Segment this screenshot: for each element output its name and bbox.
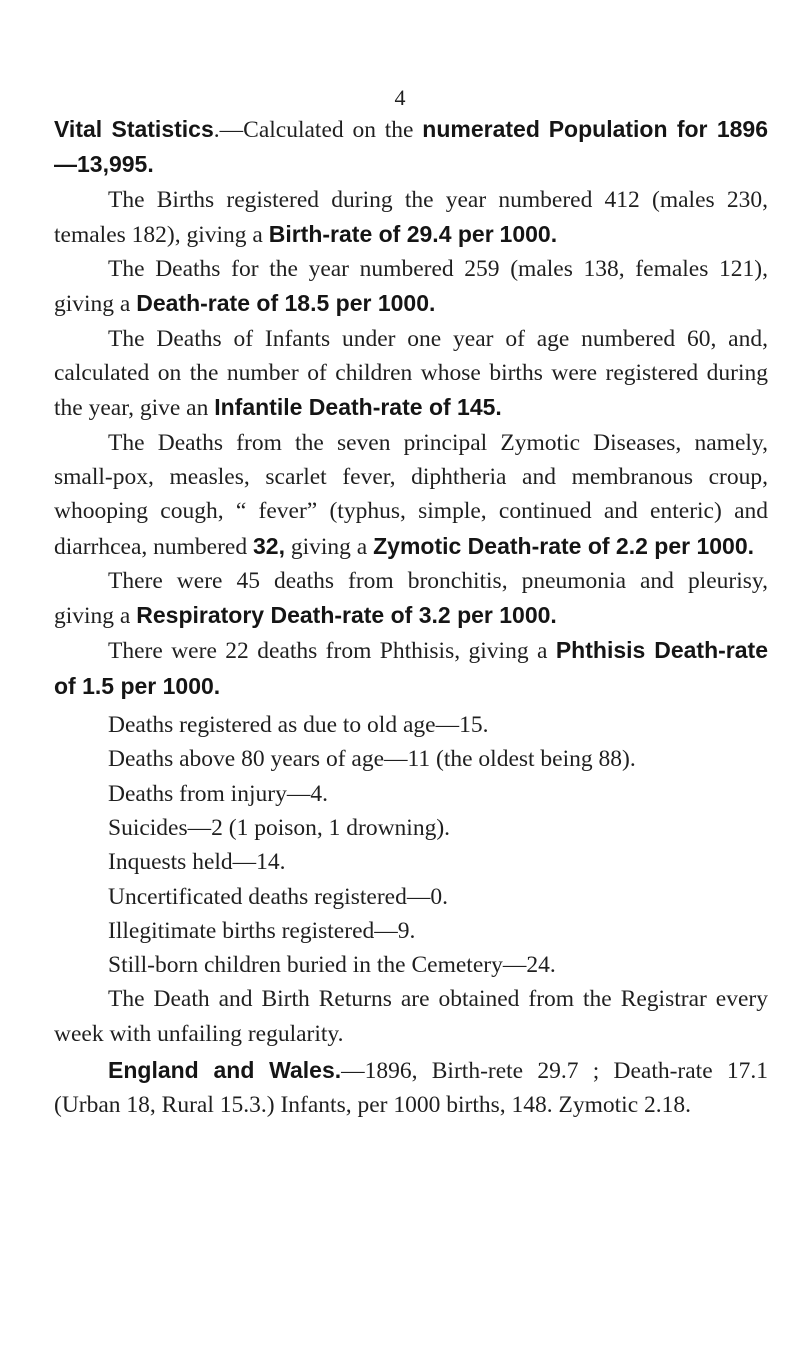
phthisis-text: There were 22 deaths from Phthisis, giving a — [108, 638, 556, 665]
england-wales-heading: England and Wales. — [108, 1057, 342, 1084]
list-item: Deaths registered as due to old age—15. — [108, 712, 489, 739]
birth-rate-end: 1000. — [499, 220, 558, 247]
england-wales-text: —1896, Birth-rete 29.7 ; Death-rate 17.1 (Urban 18, Rural 15.3.) Infants, per 1000 births, 148. Zymotic 2.18. — [54, 1058, 769, 1119]
returns-paragraph: The Death and Birth Returns are obtained from the Registrar every week with unfailing regularity. — [54, 986, 768, 1047]
infants-paragraph — [54, 322, 768, 426]
document-body — [54, 112, 768, 1123]
zymotic-paragraph — [54, 426, 768, 564]
birth-rate: Birth-rate of 29.4 per — [268, 220, 494, 247]
list-item: Uncertificated deaths registered—0. — [108, 883, 448, 910]
list-item: Still-born children buried in the Cemetery—24. — [108, 952, 556, 979]
deaths-text: The Deaths for the year numbered 259 (males 138, females 121), giving a — [54, 256, 768, 318]
list-item: Deaths above 80 years of age—11 (the oldest being 88). — [108, 746, 636, 773]
phthisis-death-rate: Phthisis Death-rate of 1.5 per 1000. — [54, 637, 768, 699]
death-rate: Death-rate of 18.5 per 1000. — [136, 290, 436, 317]
respiratory-paragraph — [54, 564, 768, 634]
vital-statistics-intro: .—Calculated on the — [213, 117, 423, 143]
list-item: Suicides—2 (1 poison, 1 drowning). — [108, 814, 451, 841]
england-wales-paragraph — [54, 1053, 768, 1123]
zymotic-text: The Deaths from the seven principal Zymotic Diseases, namely, small-pox, measles, scarlet fever, diphtheria and membranous croup, whooping cough, “ fever” (typhus, simple, continued and enteric) and diarrhcea, numbered — [54, 429, 768, 560]
respiratory-death-rate: Respiratory Death-rate of 3.2 per 1000. — [136, 602, 557, 629]
list-item: Inquests held—14. — [108, 849, 286, 876]
infantile-death-rate: Infantile Death-rate of 145. — [214, 394, 502, 421]
zymotic-death-rate: Zymotic Death-rate of 2.2 per 1000. — [373, 532, 755, 559]
phthisis-paragraph — [54, 633, 768, 704]
births-text: The Births registered during the year numbered 412 (males 230, temales 182), giving a — [54, 186, 768, 248]
deaths-paragraph — [54, 252, 768, 322]
respiratory-text: There were 45 deaths from bronchitis, pneumonia and pleurisy, giving a — [54, 567, 768, 630]
numerated-term: numerated — [422, 116, 540, 142]
zymotic-text-2: giving a — [284, 533, 374, 560]
page-number: 4 — [394, 85, 406, 110]
zymotic-count: 32, — [253, 532, 285, 559]
list-item: Illegitimate births registered—9. — [108, 917, 416, 944]
other-statistics-list — [54, 708, 768, 982]
vital-statistics-heading: Vital Statistics — [54, 116, 214, 142]
births-paragraph — [54, 183, 768, 253]
vital-statistics-paragraph — [0, 112, 768, 183]
population-line: Population for 1896—13,995. — [54, 116, 769, 178]
list-item: Deaths from injury—4. — [108, 780, 328, 807]
infants-text: The Deaths of Infants under one year of age numbered 60, and, calculated on the number of children whose births were registered during the year, give an — [54, 325, 768, 422]
